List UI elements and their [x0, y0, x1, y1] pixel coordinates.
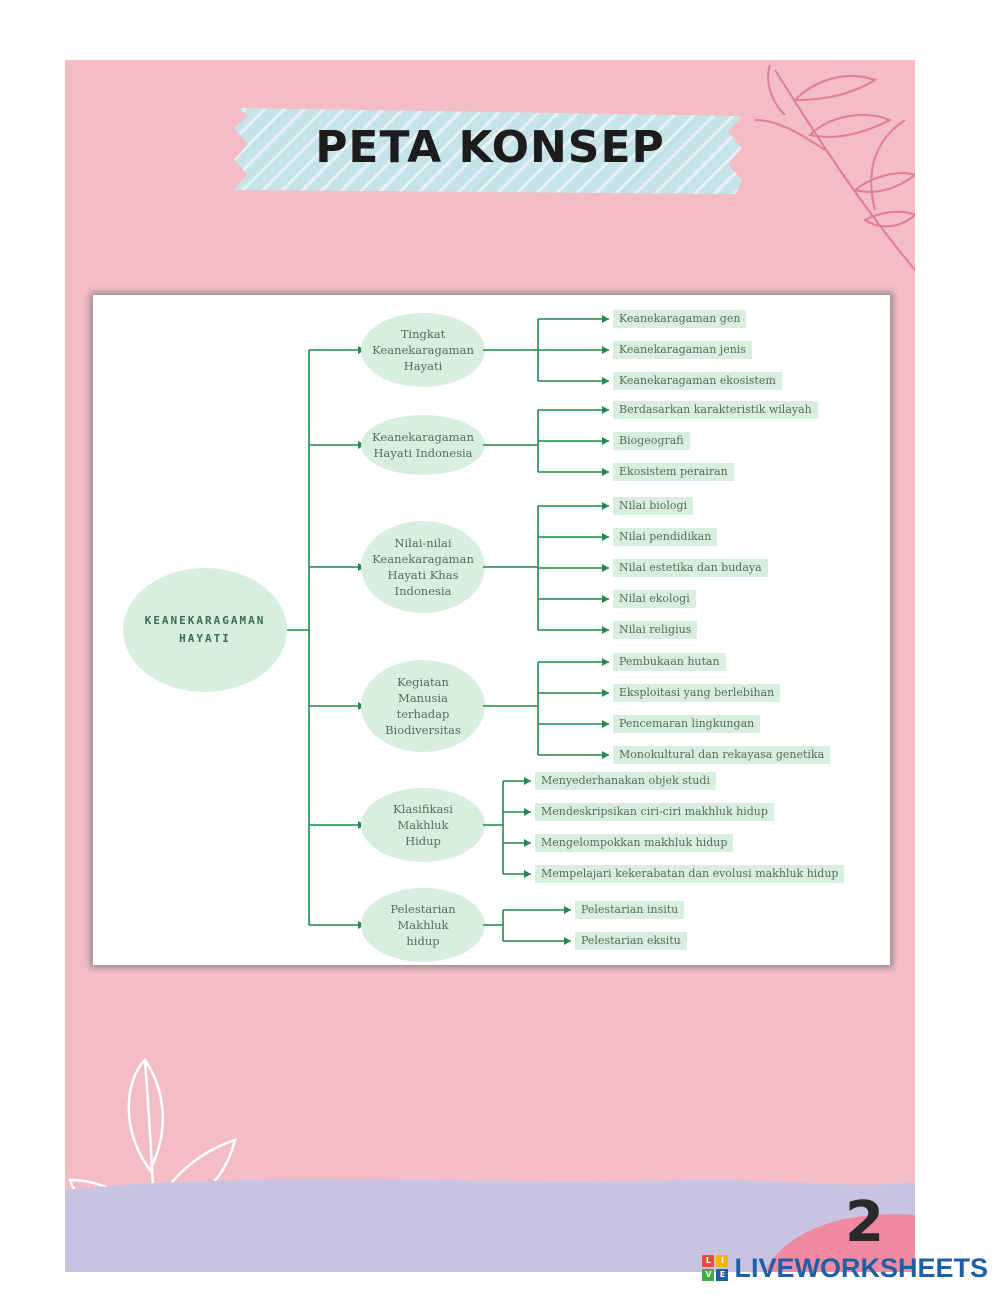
arrow-head	[602, 533, 609, 541]
branch-node-label: Kegiatan Manusia terhadap Biodiversitas	[385, 675, 461, 737]
concept-leaf-box: Berdasarkan karakteristik wilayah	[613, 401, 818, 419]
concept-leaf-box: Mendeskripsikan ciri-ciri makhluk hidup	[535, 803, 774, 821]
concept-leaf-box: Pelestarian insitu	[575, 901, 684, 919]
concept-leaf-box: Nilai estetika dan budaya	[613, 559, 768, 577]
page-number: 2	[845, 1190, 884, 1255]
arrow-head	[524, 808, 531, 816]
arrow-head	[602, 502, 609, 510]
arrow-head	[602, 564, 609, 572]
arrow-head	[524, 870, 531, 878]
concept-leaf-box: Biogeografi	[613, 432, 690, 450]
concept-leaf-box: Pembukaan hutan	[613, 653, 726, 671]
arrow-head	[602, 689, 609, 697]
page-title: PETA KONSEP	[315, 122, 665, 173]
arrow-head	[524, 777, 531, 785]
arrow-head	[524, 839, 531, 847]
arrow-head	[602, 468, 609, 476]
concept-leaf-box: Keanekaragaman gen	[613, 310, 746, 328]
liveworksheets-logo-icon: L I V E	[702, 1255, 728, 1281]
concept-leaf-box: Nilai ekologi	[613, 590, 696, 608]
concept-leaf-box: Nilai pendidikan	[613, 528, 717, 546]
liveworksheets-logo	[702, 1252, 988, 1284]
concept-leaf-box: Keanekaragaman jenis	[613, 341, 752, 359]
concept-leaf-box: Pelestarian eksitu	[575, 932, 687, 950]
arrow-head	[602, 315, 609, 323]
concept-leaf-box: Nilai religius	[613, 621, 697, 639]
arrow-head	[602, 377, 609, 385]
concept-leaf-box: Keanekaragaman ekosistem	[613, 372, 782, 390]
branch-node-label: Keanekaragaman Hayati Indonesia	[372, 430, 474, 460]
concept-leaf-box: Ekosistem perairan	[613, 463, 734, 481]
arrow-head	[602, 658, 609, 666]
arrow-head	[602, 437, 609, 445]
root-node-label: KEANEKARAGAMAN HAYATI	[144, 614, 266, 645]
concept-leaf-box: Mengelompokkan makhluk hidup	[535, 834, 733, 852]
concept-leaf-box: Mempelajari kekerabatan dan evolusi makhluk hidup	[535, 865, 844, 883]
arrow-head	[602, 346, 609, 354]
arrow-head	[564, 937, 571, 945]
watermark-text: LIVEWORKSHEETS	[734, 1252, 988, 1283]
arrow-head	[602, 751, 609, 759]
concept-leaf-box: Pencemaran lingkungan	[613, 715, 760, 733]
arrow-head	[602, 595, 609, 603]
arrow-head	[564, 906, 571, 914]
arrow-head	[602, 626, 609, 634]
branch-node-label: Nilai-nilai Keanekaragaman Hayati Khas Indonesia	[372, 536, 474, 598]
concept-map	[93, 295, 890, 965]
concept-leaf-box: Eksploitasi yang berlebihan	[613, 684, 780, 702]
branch-node-label: Klasifikasi Makhluk Hidup	[393, 802, 453, 848]
concept-leaf-box: Nilai biologi	[613, 497, 693, 515]
concept-leaf-box: Monokultural dan rekayasa genetika	[613, 746, 830, 764]
arrow-head	[602, 406, 609, 414]
concept-leaf-box: Menyederhanakan objek studi	[535, 772, 716, 790]
branch-node-label: Pelestarian Makhluk hidup	[390, 902, 456, 948]
arrow-head	[602, 720, 609, 728]
branch-node-label: Tingkat Keanekaragaman Hayati	[372, 327, 474, 373]
